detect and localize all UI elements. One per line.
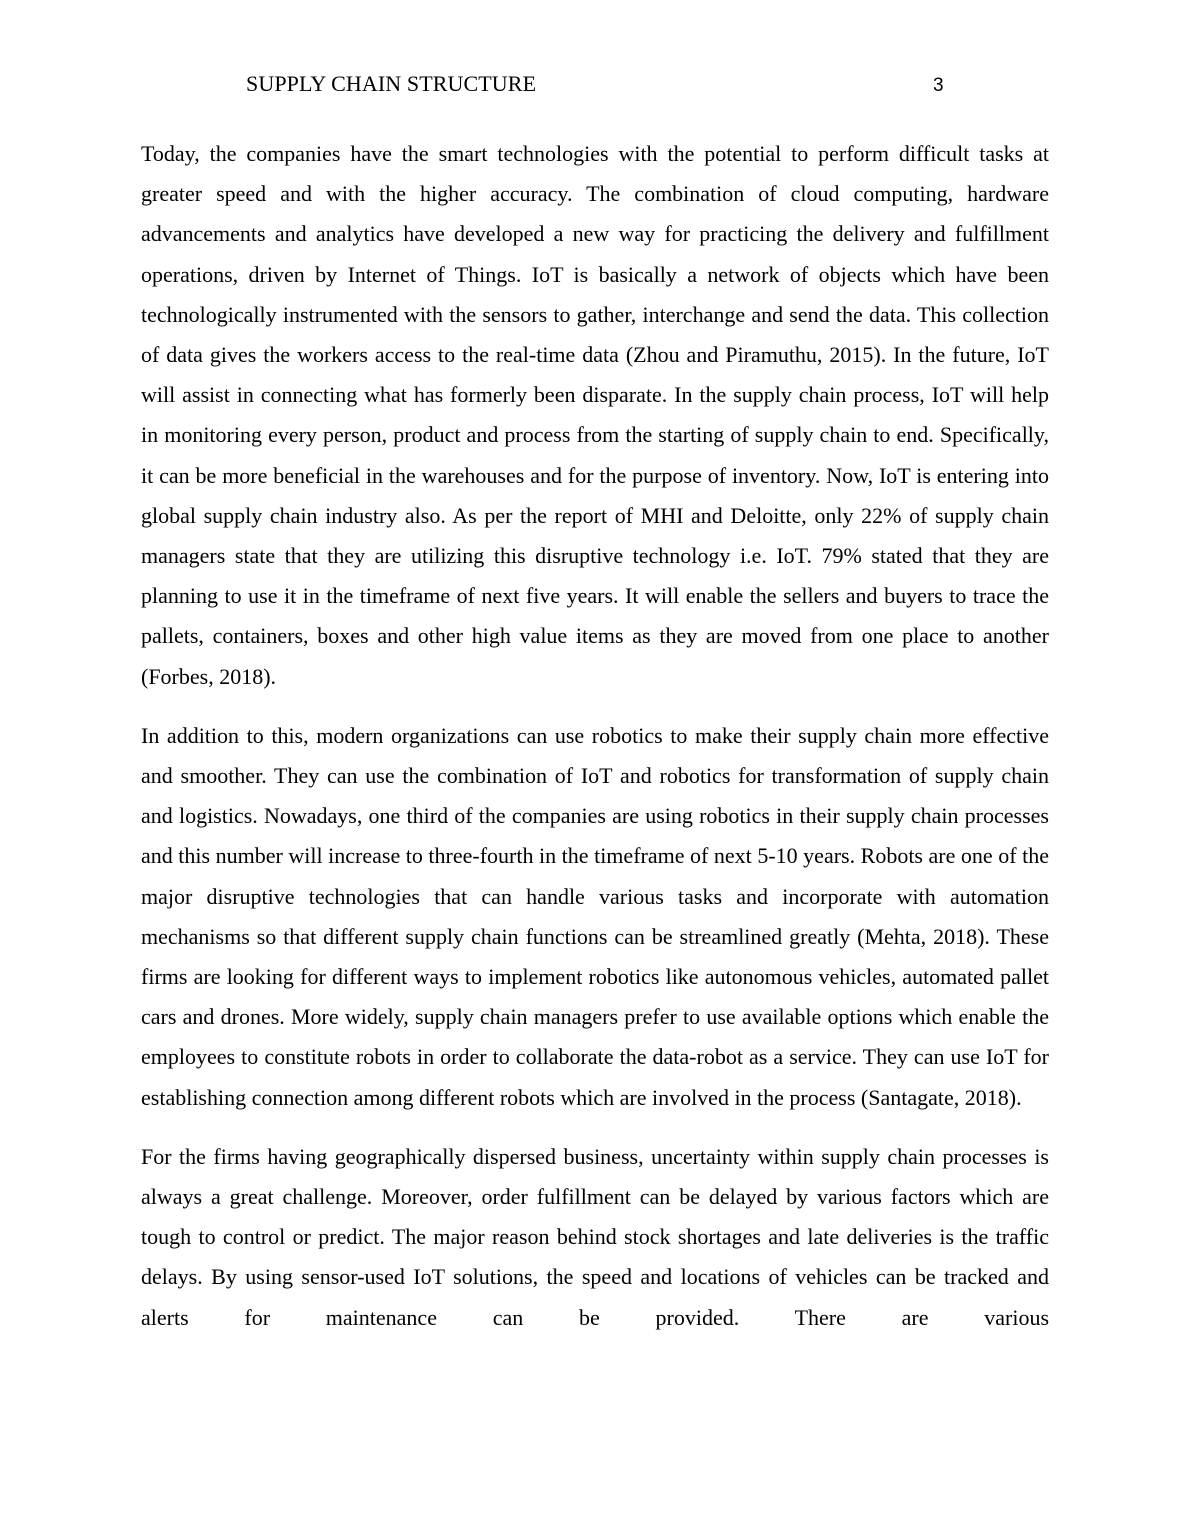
running-head: SUPPLY CHAIN STRUCTURE bbox=[246, 71, 537, 96]
paragraph-dispersed-business: For the firms having geographically dispersed business, uncertainty within supply chain processes is always a great challenge. Moreover, order fulfillment can be delayed by various factors which are tough to control or predict. The major reason behind stock shortages and late deliveries is the traffic delays. By using sensor-used IoT solutions, the speed and locations of vehicles can be tracked and alerts for maintenance can be provided. There are various bbox=[141, 1143, 1049, 1330]
paragraph-robotics: In addition to this, modern organizations can use robotics to make their supply chain more effective and smoother. They can use the combination of IoT and robotics for transformation of supply chain and logistics. Nowadays, one third of the companies are using robotics in their supply chain processes and this number will increase to three-fourth in the timeframe of next 5-10 years. Robots are one of the major disruptive technologies that can handle various tasks and incorporate with automation mechanisms so that different supply chain functions can be streamlined greatly (Mehta, 2018). These firms are looking for different ways to implement robotics like autonomous vehicles, automated pallet cars and drones. More widely, supply chain managers prefer to use available options which enable the employees to constitute robots in order to collaborate the data-robot as a service. They can use IoT for establishing connection among different robots which are involved in the process (Santagate, 2018). bbox=[141, 722, 1049, 1110]
paragraph-iot-overview: Today, the companies have the smart technologies with the potential to perform difficult tasks at greater speed and with the higher accuracy. The combination of cloud computing, hardware advancements and analytics have developed a new way for practicing the delivery and fulfillment operations, driven by Internet of Things. IoT is basically a network of objects which have been technologically instrumented with the sensors to gather, interchange and send the data. This collection of data gives the workers access to the real-time data (Zhou and Piramuthu, 2015). In the future, IoT will assist in connecting what has formerly been disparate. In the supply chain process, IoT will help in monitoring every person, product and process from the starting of supply chain to end. Specifically, it can be more beneficial in the warehouses and for the purpose of inventory. Now, IoT is entering into global supply chain industry also. As per the report of MHI and Deloitte, only 22% of supply chain managers state that they are utilizing this disruptive technology i.e. IoT. 79% stated that they are planning to use it in the timeframe of next five years. It will enable the sellers and buyers to trace the pallets, containers, boxes and other high value items as they are moved from one place to another (Forbes, 2018). bbox=[141, 141, 1049, 689]
page-number: 3 bbox=[933, 75, 944, 96]
body-text bbox=[141, 134, 1049, 1357]
